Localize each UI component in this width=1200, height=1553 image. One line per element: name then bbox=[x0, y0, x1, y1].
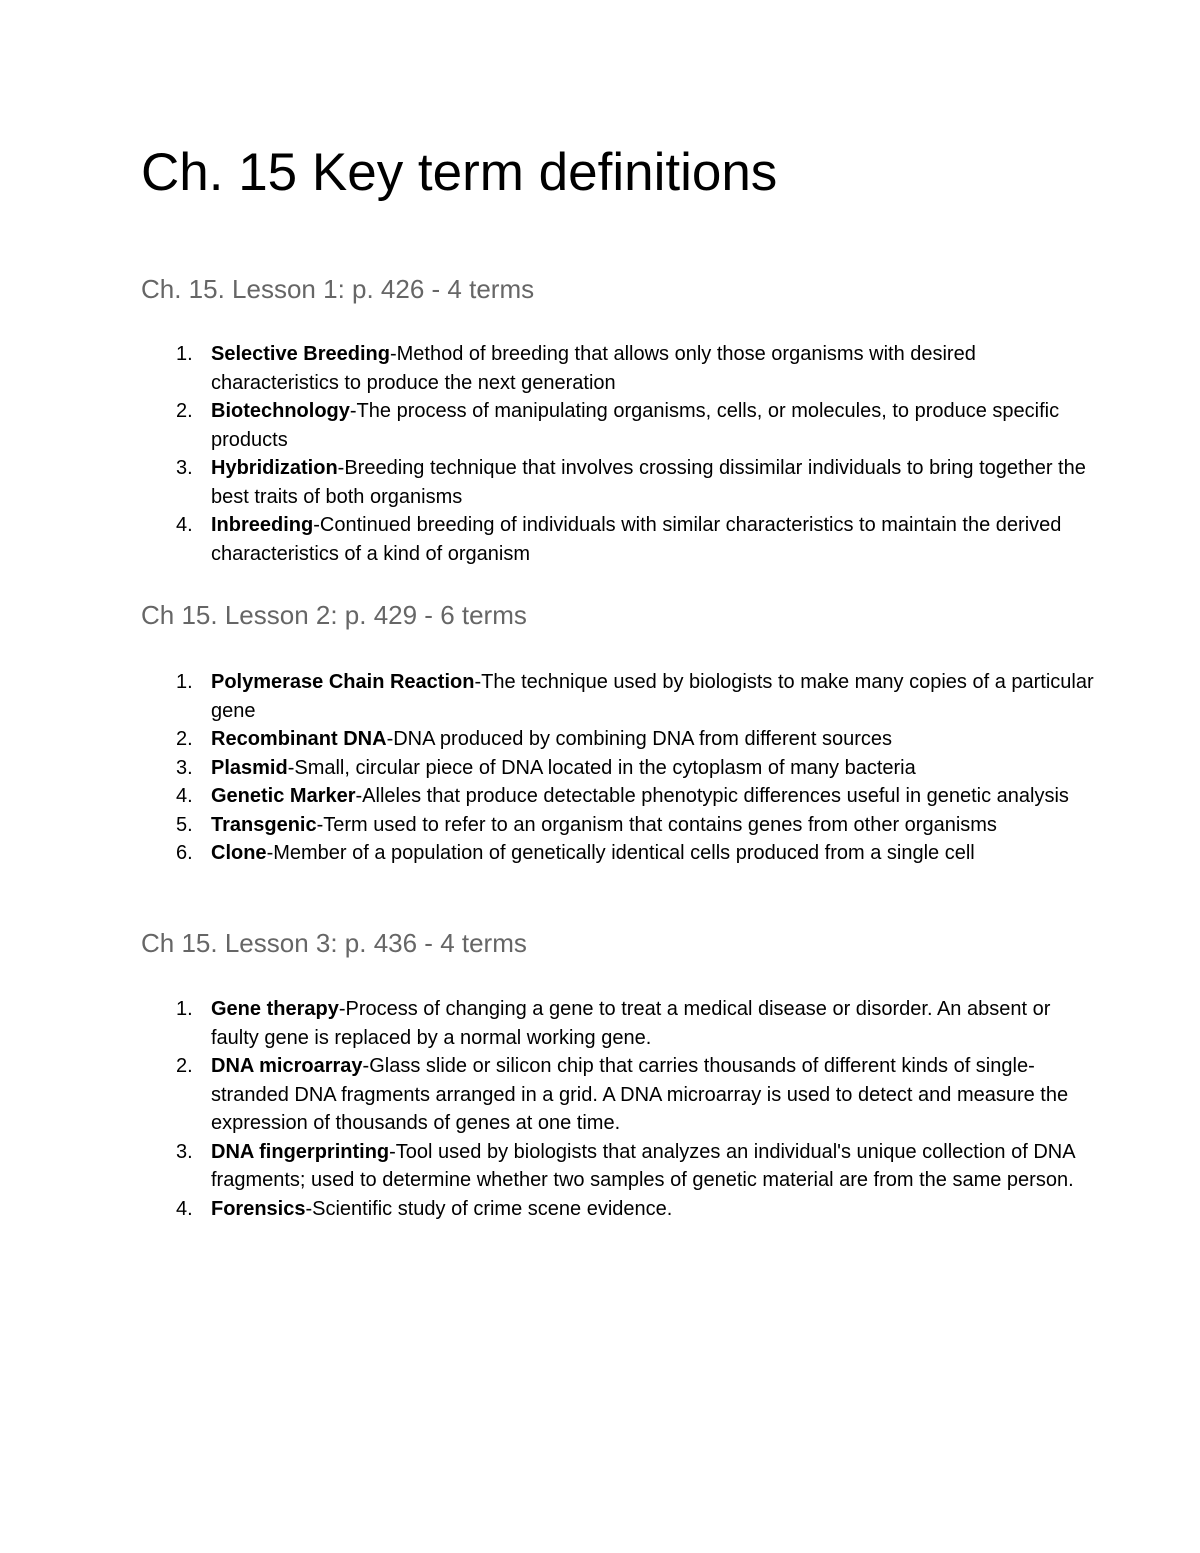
list-item-number: 5. bbox=[176, 813, 193, 836]
list-item-number: 3. bbox=[176, 457, 193, 479]
list-item bbox=[0, 454, 1200, 511]
term-definition: -Continued breeding of individuals with similar characteristics to maintain the derived characteristics of a kind of organism bbox=[211, 514, 1062, 565]
term-definition: -Member of a population of genetically identical cells produced from a single cell bbox=[266, 842, 975, 864]
term-definition: -Glass slide or silicon chip that carries thousands of different kinds of single-stranded DNA fragments arranged in a grid. A DNA microarray is used to detect and measure the expression of thousands of genes at one time. bbox=[211, 1055, 1069, 1134]
list-item bbox=[0, 725, 1200, 754]
term-name: Clone bbox=[211, 842, 267, 864]
term-definition: -Scientific study of crime scene evidence. bbox=[305, 1197, 673, 1220]
term-name: Gene therapy bbox=[211, 998, 339, 1020]
section-heading-lesson-3: Ch 15. Lesson 3: p. 436 - 4 terms bbox=[141, 928, 527, 958]
term-definition: -The technique used by biologists to make many copies of a particular gene bbox=[211, 671, 1094, 722]
term-definition: -The process of manipulating organisms, cells, or molecules, to produce specific products bbox=[211, 400, 1060, 451]
list-item bbox=[0, 1138, 1200, 1195]
list-item-number: 2. bbox=[176, 1055, 193, 1077]
term-definition: -Term used to refer to an organism that contains genes from other organisms bbox=[316, 813, 997, 836]
list-item bbox=[0, 1052, 1200, 1138]
list-item-number: 4. bbox=[176, 1197, 193, 1220]
term-definition: -Small, circular piece of DNA located in the cytoplasm of many bacteria bbox=[287, 756, 916, 779]
list-item-number: 4. bbox=[176, 785, 193, 807]
term-name: Selective Breeding bbox=[211, 343, 390, 365]
term-definition: -Process of changing a gene to treat a medical disease or disorder. An absent or faulty gene is replaced by a normal working gene. bbox=[211, 998, 1051, 1049]
list-item-number: 4. bbox=[176, 514, 193, 536]
section-heading-lesson-2: Ch 15. Lesson 2: p. 429 - 6 terms bbox=[141, 600, 527, 630]
term-definition: -Breeding technique that involves crossing dissimilar individuals to bring together the best traits of both organisms bbox=[211, 457, 1086, 508]
term-name: DNA fingerprinting bbox=[211, 1140, 390, 1163]
term-list-lesson-3 bbox=[0, 995, 1200, 1223]
list-item bbox=[0, 811, 1200, 840]
list-item-number: 3. bbox=[176, 1140, 193, 1163]
list-item bbox=[0, 340, 1200, 397]
section-heading-lesson-1: Ch. 15. Lesson 1: p. 426 - 4 terms bbox=[141, 274, 535, 304]
page-title: Ch. 15 Key term definitions bbox=[141, 143, 778, 202]
term-name: Biotechnology bbox=[211, 400, 350, 422]
term-definition: -Tool used by biologists that analyzes an individual's unique collection of DNA fragments; used to determine whether two samples of genetic material are from the same person. bbox=[211, 1140, 1075, 1191]
term-definition: -Alleles that produce detectable phenotypic differences useful in genetic analysis bbox=[355, 785, 1069, 807]
term-definition: -Method of breeding that allows only those organisms with desired characteristics to produce the next generation bbox=[211, 343, 976, 394]
list-item-number: 1. bbox=[176, 998, 193, 1020]
term-name: Polymerase Chain Reaction bbox=[211, 671, 475, 693]
list-item bbox=[0, 1195, 1200, 1224]
list-item bbox=[0, 782, 1200, 811]
list-item bbox=[0, 995, 1200, 1052]
term-name: Transgenic bbox=[211, 813, 317, 836]
term-name: Recombinant DNA bbox=[211, 728, 387, 750]
term-list-lesson-1 bbox=[0, 340, 1200, 568]
list-item-number: 1. bbox=[176, 343, 193, 365]
list-item bbox=[0, 397, 1200, 454]
term-list-lesson-2 bbox=[0, 668, 1200, 868]
term-name: Inbreeding bbox=[211, 514, 314, 536]
list-item bbox=[0, 754, 1200, 783]
term-name: DNA microarray bbox=[211, 1055, 363, 1077]
term-name: Hybridization bbox=[211, 457, 338, 479]
list-item-number: 1. bbox=[176, 671, 193, 693]
list-item-number: 6. bbox=[176, 842, 193, 864]
list-item bbox=[0, 839, 1200, 868]
term-name: Plasmid bbox=[211, 756, 288, 779]
list-item-number: 3. bbox=[176, 756, 193, 779]
term-definition: -DNA produced by combining DNA from different sources bbox=[386, 728, 892, 750]
term-name: Genetic Marker bbox=[211, 785, 356, 807]
term-name: Forensics bbox=[211, 1197, 306, 1220]
list-item bbox=[0, 511, 1200, 568]
list-item-number: 2. bbox=[176, 728, 193, 750]
list-item bbox=[0, 668, 1200, 725]
list-item-number: 2. bbox=[176, 400, 193, 422]
